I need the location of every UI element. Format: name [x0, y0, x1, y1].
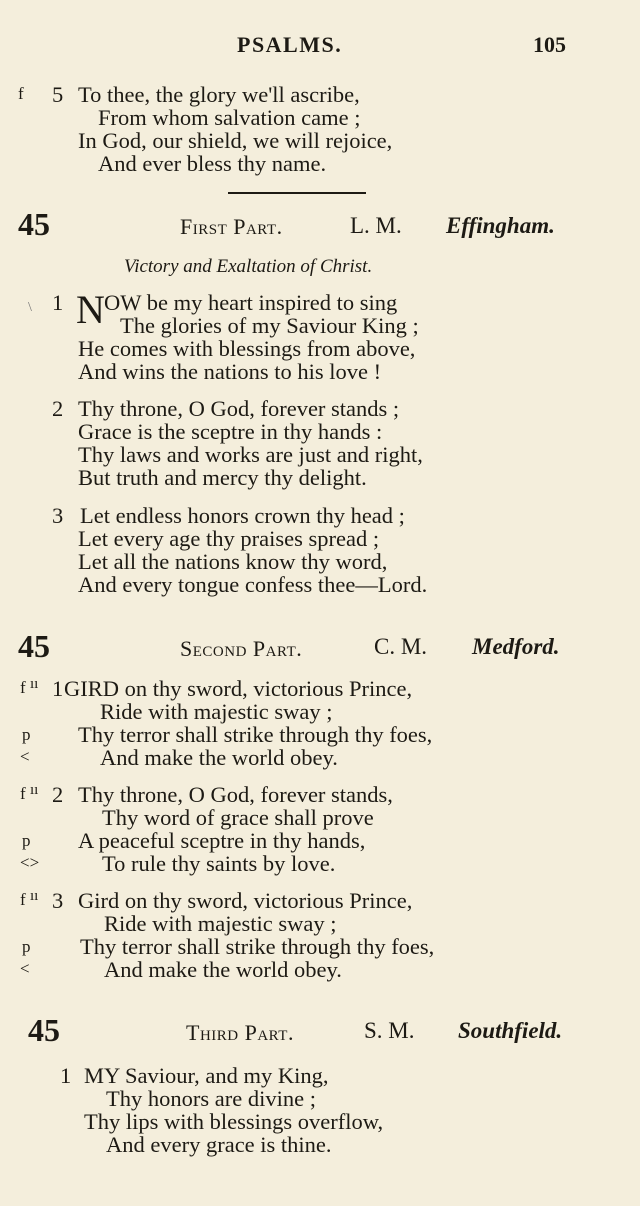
dynamic-mark: f [20, 784, 26, 803]
stanza-number: 1 [52, 290, 64, 315]
part-title: Third Part. [186, 1020, 294, 1045]
meter: C. M. [374, 634, 428, 659]
tune-name: Medford. [472, 634, 560, 659]
verse-line: And every tongue confess thee—Lord. [78, 572, 428, 597]
verse-line: Thy lips with blessings overflow, [84, 1109, 384, 1134]
verse-line: But truth and mercy thy delight. [78, 465, 367, 490]
dynamic-mark: < [20, 959, 30, 978]
verse-line: MY Saviour, and my King, [84, 1063, 329, 1088]
verse-line: A peaceful sceptre in thy hands, [78, 828, 366, 853]
verse-line: Let endless honors crown thy head ; [80, 503, 405, 528]
drop-cap: N [76, 287, 105, 332]
verse-line: Thy honors are divine ; [106, 1086, 316, 1111]
verse-line: Grace is the sceptre in thy hands : [78, 419, 383, 444]
stanza-number: 3 [52, 888, 64, 913]
verse-line: Thy throne, O God, forever stands, [78, 782, 393, 807]
stanza-number: 3 [52, 503, 64, 528]
verse-line: OW be my heart inspired to sing [104, 290, 398, 315]
psalm-subtitle: Victory and Exaltation of Christ. [124, 256, 373, 277]
psalm-number: 45 [18, 628, 50, 664]
verse-line: To rule thy saints by love. [102, 851, 336, 876]
verse-line: And ever bless thy name. [98, 151, 327, 176]
tune-name: Southfield. [458, 1018, 563, 1043]
section-divider [228, 192, 366, 194]
psalm-number: 45 [18, 206, 50, 242]
verse-line: Ride with majestic sway ; [104, 911, 337, 936]
stanza-number: 5 [52, 82, 64, 107]
verse-line: From whom salvation came ; [98, 105, 361, 130]
stanza-number: 2 [52, 396, 64, 421]
verse-line: Thy terror shall strike through thy foes, [78, 722, 433, 747]
dynamic-mark: f [18, 84, 24, 103]
verse-line: To thee, the glory we'll ascribe, [78, 82, 360, 107]
meter: S. M. [364, 1018, 415, 1043]
running-head-title: PSALMS. [237, 32, 343, 57]
psalm-number: 45 [28, 1012, 60, 1048]
tune-name: Effingham. [446, 213, 555, 238]
verse-line: Let all the nations know thy word, [78, 549, 388, 574]
page-number: 105 [533, 32, 566, 57]
verse-line: Thy word of grace shall prove [102, 805, 374, 830]
verse-line: He comes with blessings from above, [78, 336, 416, 361]
stanza-number: 1 [52, 676, 64, 701]
verse-line: Gird on thy sword, victorious Prince, [78, 888, 413, 913]
verse-line: Thy throne, O God, forever stands ; [78, 396, 400, 421]
dynamic-mark: <> [20, 853, 40, 872]
dynamic-mark: f [20, 678, 26, 697]
stanza-number: 2 [52, 782, 64, 807]
verse-line: And make the world obey. [104, 957, 342, 982]
verse-line: Thy laws and works are just and right, [78, 442, 423, 467]
dynamic-mark: p [22, 937, 31, 956]
verse-line: GIRD on thy sword, victorious Prince, [64, 676, 413, 701]
verse-line: And every grace is thine. [106, 1132, 332, 1157]
stanza-number: 1 [60, 1063, 72, 1088]
part-title: Second Part. [180, 636, 303, 661]
verse-line: Let every age thy praises spread ; [78, 526, 380, 551]
verse-line: In God, our shield, we will rejoice, [78, 128, 393, 153]
verse-line: Thy terror shall strike through thy foes, [80, 934, 435, 959]
dynamic-mark: p [22, 725, 31, 744]
verse-line: And make the world obey. [100, 745, 338, 770]
meter: L. M. [350, 213, 402, 238]
verse-line: And wins the nations to his love ! [78, 359, 382, 384]
verse-line: Ride with majestic sway ; [100, 699, 333, 724]
dynamic-mark: p [22, 831, 31, 850]
dynamic-mark: < [20, 747, 30, 766]
dynamic-mark: f [20, 890, 26, 909]
part-title: First Part. [180, 214, 283, 239]
verse-line: The glories of my Saviour King ; [120, 313, 419, 338]
